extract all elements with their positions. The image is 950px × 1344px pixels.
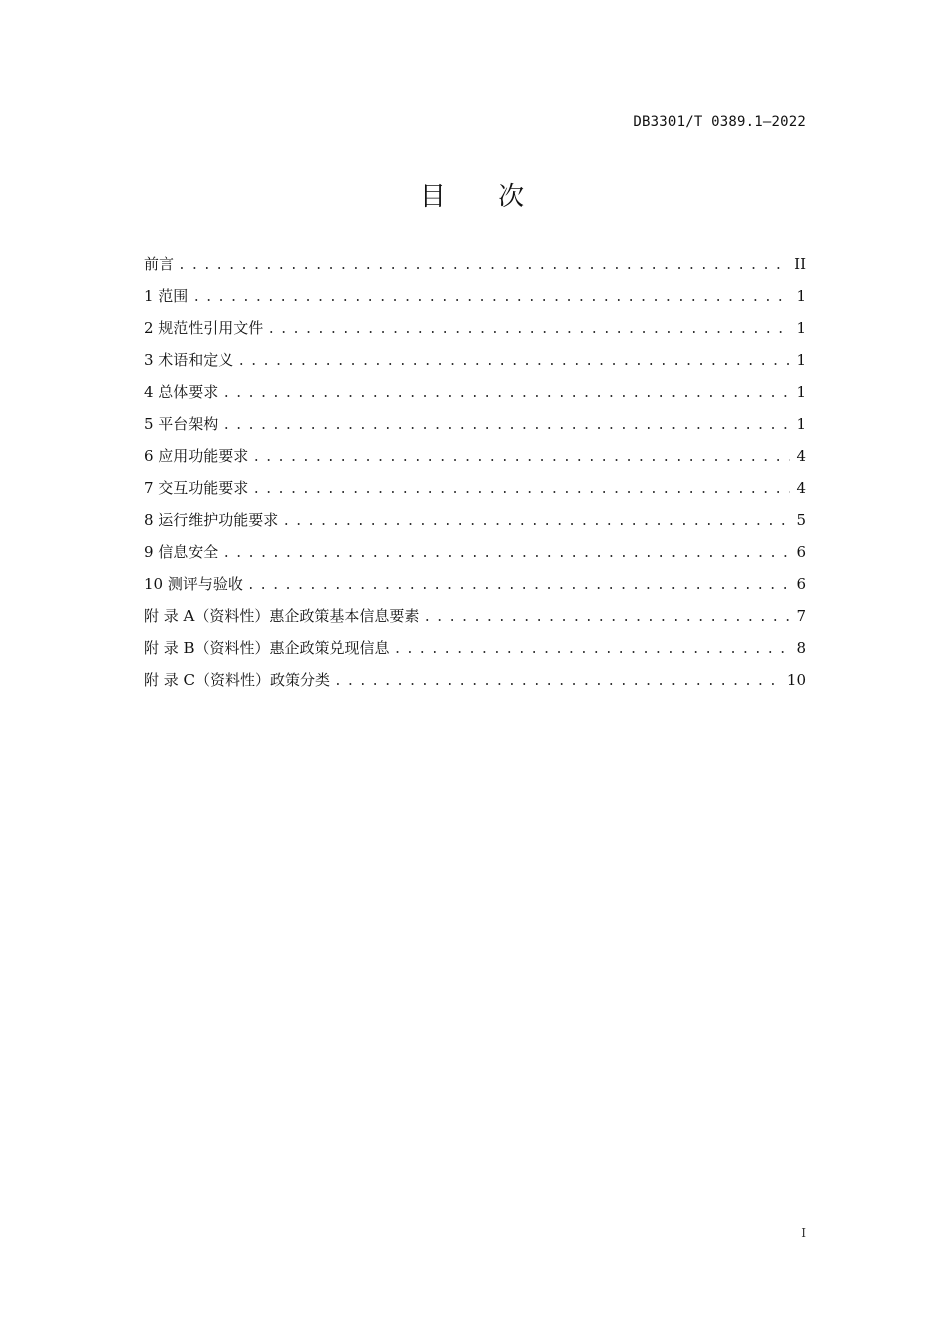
toc-dot-leader	[252, 478, 790, 502]
toc-entry-label: 8 运行维护功能要求	[144, 511, 279, 529]
toc-entry-label: 7 交互功能要求	[144, 479, 249, 497]
toc-entry-page: 6	[796, 543, 806, 561]
page-number: I	[801, 1226, 806, 1240]
toc-dot-leader	[192, 286, 790, 310]
toc-entry-page: 1	[796, 351, 806, 369]
toc-entry-page: 1	[796, 319, 806, 337]
toc-entry[interactable]	[144, 348, 806, 380]
toc-entry-label: 附 录 B（资料性）惠企政策兑现信息	[144, 639, 390, 657]
toc-entry-label: 2 规范性引用文件	[144, 319, 264, 337]
toc-dot-leader	[222, 414, 790, 438]
toc-entry[interactable]	[144, 668, 806, 700]
toc-entry-page: 5	[796, 511, 806, 529]
toc-entry-label: 6 应用功能要求	[144, 447, 249, 465]
toc-entry-page: 10	[786, 671, 806, 689]
toc-entry[interactable]	[144, 604, 806, 636]
toc-entry[interactable]	[144, 380, 806, 412]
toc-dot-leader	[222, 382, 790, 406]
toc-dot-leader	[252, 446, 790, 470]
toc-dot-leader	[247, 574, 791, 598]
toc-entry[interactable]	[144, 284, 806, 316]
toc-entry-label: 5 平台架构	[144, 415, 219, 433]
toc-entry[interactable]	[144, 572, 806, 604]
toc-entry-label: 10 测评与验收	[144, 575, 243, 593]
toc-entry-label: 1 范围	[144, 287, 189, 305]
table-of-contents	[144, 252, 806, 700]
document-code: DB3301/T 0389.1—2022	[633, 114, 806, 130]
toc-entry[interactable]	[144, 540, 806, 572]
toc-entry[interactable]	[144, 412, 806, 444]
toc-dot-leader	[394, 638, 791, 662]
toc-entry-label: 附 录 A（资料性）惠企政策基本信息要素	[144, 607, 420, 625]
toc-dot-leader	[222, 542, 790, 566]
toc-entry[interactable]	[144, 476, 806, 508]
toc-entry[interactable]	[144, 316, 806, 348]
toc-entry-page: 6	[796, 575, 806, 593]
toc-dot-leader	[334, 670, 781, 694]
toc-dot-leader	[267, 318, 790, 342]
toc-entry[interactable]	[144, 444, 806, 476]
toc-dot-leader	[423, 606, 790, 630]
toc-entry-page: II	[794, 255, 806, 273]
toc-entry[interactable]	[144, 636, 806, 668]
toc-dot-leader	[237, 350, 790, 374]
toc-entry[interactable]	[144, 508, 806, 540]
toc-entry-label: 前言	[144, 255, 175, 273]
toc-dot-leader	[282, 510, 790, 534]
toc-entry-label: 4 总体要求	[144, 383, 219, 401]
toc-entry-page: 7	[796, 607, 806, 625]
toc-entry-page: 1	[796, 415, 806, 433]
toc-entry-page: 4	[796, 479, 806, 497]
toc-entry[interactable]	[144, 252, 806, 284]
toc-entry-page: 8	[796, 639, 806, 657]
toc-entry-page: 1	[796, 287, 806, 305]
page-title: 目 次	[419, 182, 547, 212]
toc-entry-label: 附 录 C（资料性）政策分类	[144, 671, 331, 689]
toc-entry-label: 9 信息安全	[144, 543, 219, 561]
toc-dot-leader	[178, 254, 788, 278]
toc-entry-page: 4	[796, 447, 806, 465]
toc-entry-page: 1	[796, 383, 806, 401]
toc-entry-label: 3 术语和定义	[144, 351, 234, 369]
